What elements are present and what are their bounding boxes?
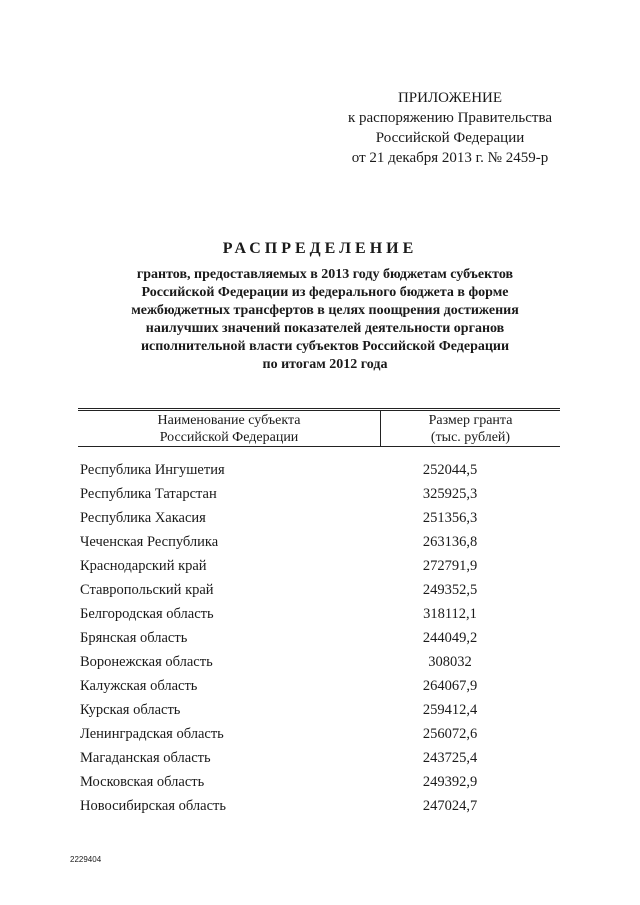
table-row xyxy=(80,746,520,770)
region-name: Воронежская область xyxy=(80,653,213,670)
region-name: Московская область xyxy=(80,773,205,790)
table-row xyxy=(80,674,520,698)
appendix-title: ПРИЛОЖЕНИЕ xyxy=(397,90,503,106)
region-name: Курская область xyxy=(80,701,181,718)
region-name: Республика Татарстан xyxy=(80,485,217,502)
table-row xyxy=(80,530,520,554)
table-row xyxy=(80,698,520,722)
grant-value: 263136,8 xyxy=(422,533,478,550)
table-body xyxy=(80,458,520,818)
table-top-rule-2 xyxy=(78,410,560,411)
region-name: Калужская область xyxy=(80,677,198,694)
column-header-line: Российской Федерации xyxy=(159,430,299,445)
grant-value: 264067,9 xyxy=(422,677,478,694)
grant-value: 243725,4 xyxy=(422,749,478,766)
grant-value: 251356,3 xyxy=(422,509,478,526)
appendix-line-1: к распоряжению Правительства xyxy=(347,110,552,126)
grant-value: 244049,2 xyxy=(422,629,478,646)
region-name: Республика Хакасия xyxy=(80,509,206,526)
region-name: Брянская область xyxy=(80,629,188,646)
region-name: Ленинградская область xyxy=(80,725,224,742)
grant-value: 252044,5 xyxy=(422,461,478,478)
region-name: Магаданская область xyxy=(80,749,211,766)
subtitle-line: наилучших значений показателей деятельности органов xyxy=(145,321,505,336)
grant-value: 249352,5 xyxy=(422,581,478,598)
region-name: Чеченская Республика xyxy=(80,533,219,550)
grant-value: 318112,1 xyxy=(423,605,477,622)
subtitle-line: грантов, предоставляемых в 2013 году бюджетам субъектов xyxy=(136,267,514,282)
grant-value: 308032 xyxy=(428,653,472,670)
table-row xyxy=(80,506,520,530)
table-row xyxy=(80,578,520,602)
column-header-region xyxy=(78,412,380,446)
table-row xyxy=(80,770,520,794)
subtitle-line: по итогам 2012 года xyxy=(262,357,388,372)
table-row xyxy=(80,458,520,482)
table-row xyxy=(80,602,520,626)
document-subtitle xyxy=(90,266,560,374)
table-row xyxy=(80,482,520,506)
subtitle-line: исполнительной власти субъектов Российской Федерации xyxy=(140,339,510,354)
table-row xyxy=(80,554,520,578)
region-name: Ставропольский край xyxy=(80,581,214,598)
table-row xyxy=(80,722,520,746)
region-name: Краснодарский край xyxy=(80,557,207,574)
table-header-bottom-rule xyxy=(78,446,560,447)
region-name: Белгородская область xyxy=(80,605,214,622)
table-row xyxy=(80,650,520,674)
document-title: РАСПРЕДЕЛЕНИЕ xyxy=(222,240,418,257)
grant-value: 256072,6 xyxy=(422,725,478,742)
grant-value: 259412,4 xyxy=(422,701,478,718)
grant-value: 272791,9 xyxy=(422,557,478,574)
subtitle-line: межбюджетных трансфертов в целях поощрения достижения xyxy=(131,303,519,318)
region-name: Республика Ингушетия xyxy=(80,461,225,478)
appendix-block xyxy=(330,88,570,168)
column-header-line: (тыс. рублей) xyxy=(430,430,511,445)
grant-value: 325925,3 xyxy=(422,485,478,502)
subtitle-line: Российской Федерации из федерального бюджета в форме xyxy=(141,285,509,300)
appendix-line-3: от 21 декабря 2013 г. № 2459-р xyxy=(351,150,549,166)
document-number: 2229404 xyxy=(70,855,102,864)
table-row xyxy=(80,626,520,650)
table-top-rule xyxy=(78,408,560,409)
column-header-grant xyxy=(381,412,560,446)
column-header-line: Наименование субъекта xyxy=(157,413,301,428)
grant-value: 249392,9 xyxy=(422,773,478,790)
appendix-line-2: Российской Федерации xyxy=(375,130,525,146)
column-header-line: Размер гранта xyxy=(428,413,513,428)
region-name: Новосибирская область xyxy=(80,797,226,814)
table-row xyxy=(80,794,520,818)
grant-value: 247024,7 xyxy=(422,797,478,814)
